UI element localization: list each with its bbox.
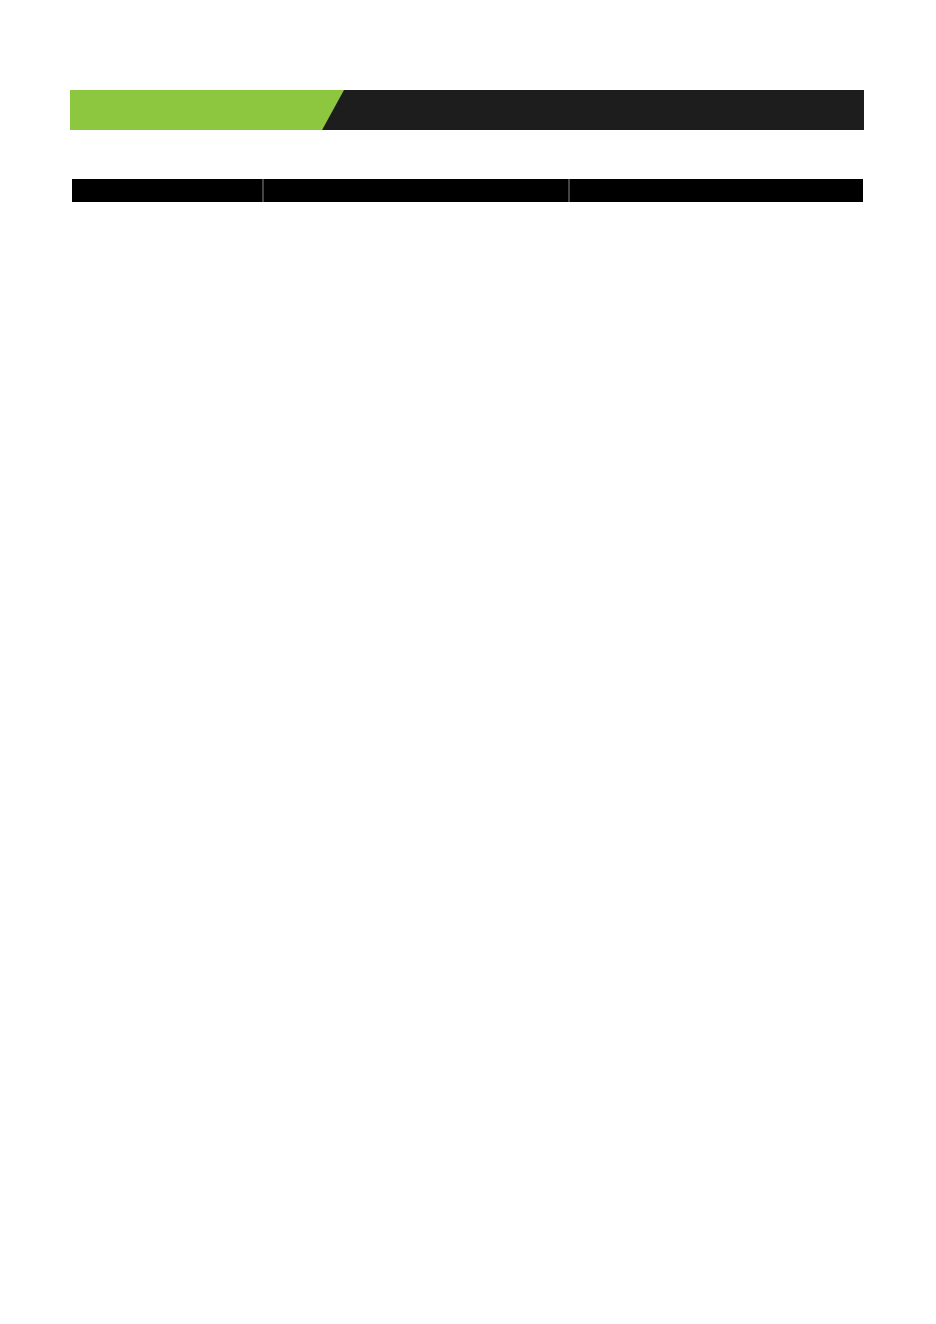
column-header-cause: [264, 179, 570, 202]
column-header-solution: [570, 179, 861, 202]
column-header-bar: [72, 179, 863, 202]
page-header: [70, 90, 864, 130]
brand-banner: [70, 90, 344, 130]
column-header-problem: [72, 179, 264, 202]
